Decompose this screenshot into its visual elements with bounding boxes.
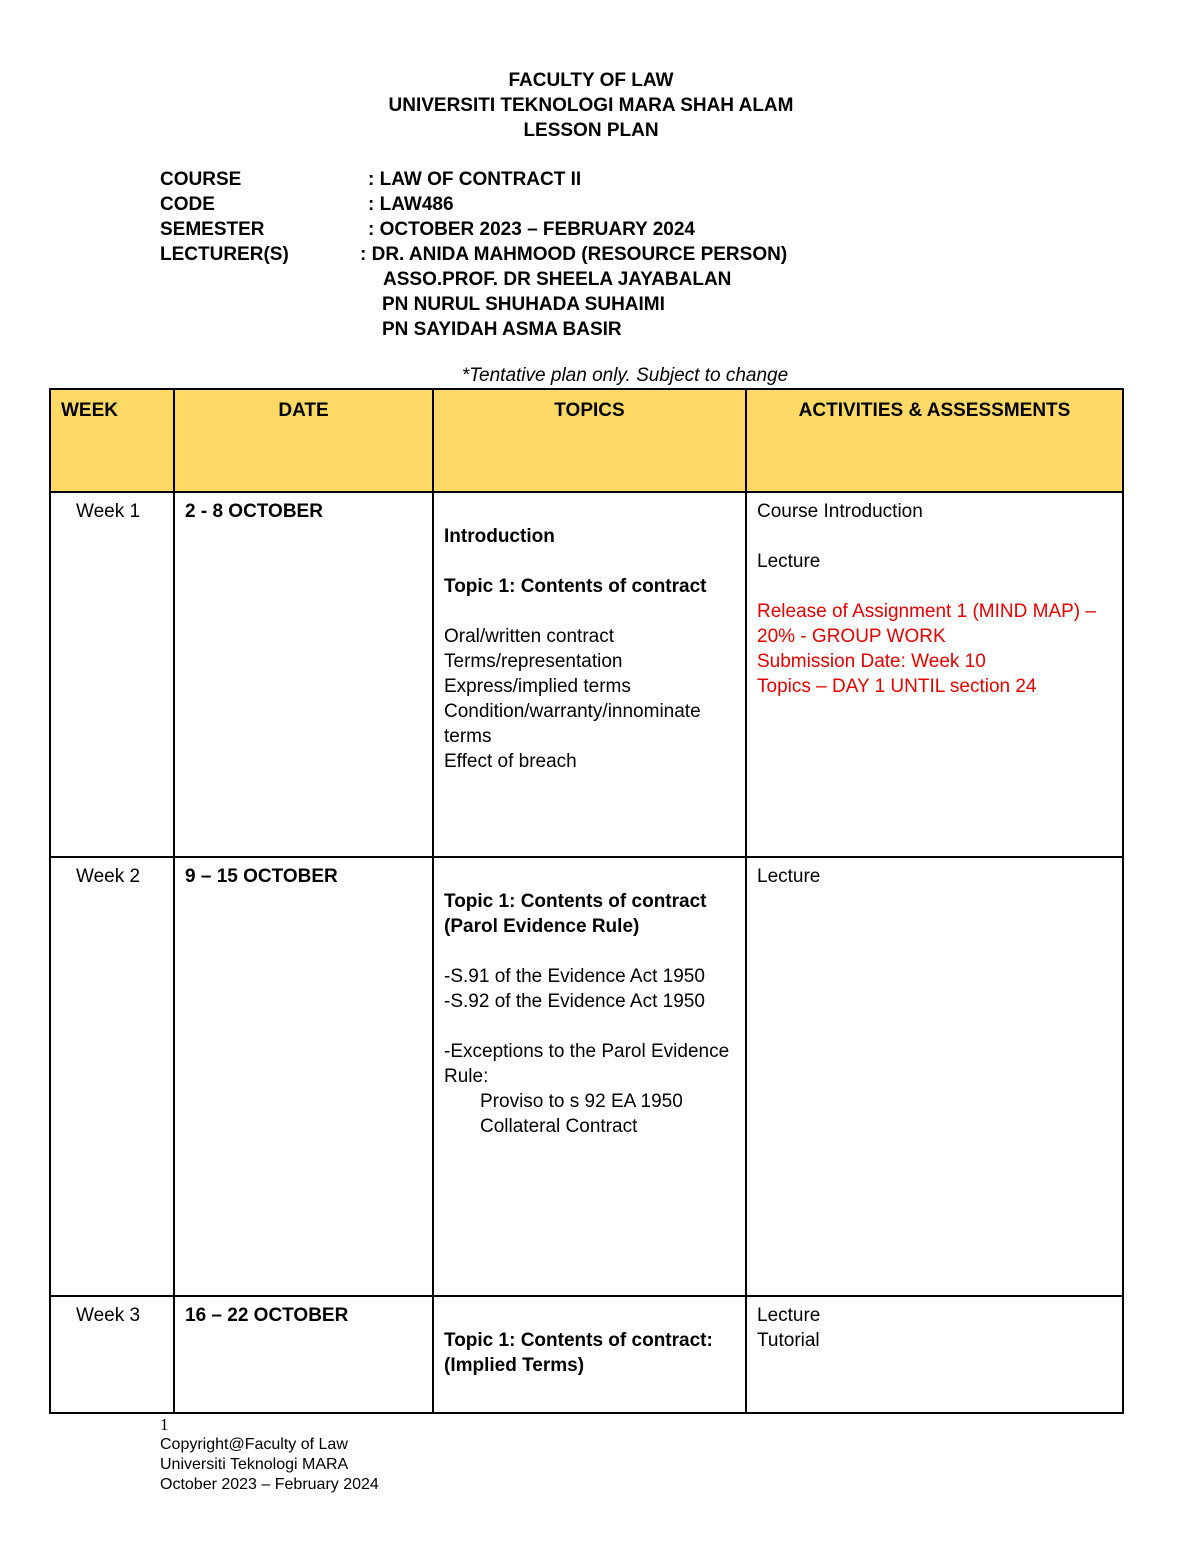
university-title: UNIVERSITI TEKNOLOGI MARA SHAH ALAM: [388, 95, 794, 116]
topic-item: Terms/representation: [444, 651, 623, 672]
date-cell: 9 – 15 OCTOBER: [174, 857, 433, 1296]
header-week: WEEK: [50, 389, 174, 492]
topic-title: Topic 1: Contents of contract (Parol Evidence Rule): [444, 891, 707, 937]
code-label: CODE: [160, 194, 215, 215]
assignment-release: Release of Assignment 1 (MIND MAP) – 20% - GROUP WORK: [757, 601, 1096, 647]
topic-sub-item: Proviso to s 92 EA 1950: [480, 1091, 683, 1112]
topic-item: Condition/warranty/innominate terms: [444, 701, 701, 747]
semester-value: : OCTOBER 2023 – FEBRUARY 2024: [368, 219, 695, 240]
table-header-row: [50, 389, 1123, 492]
topic-title: Topic 1: Contents of contract: (Implied Terms): [444, 1330, 713, 1376]
table-row: [50, 857, 1123, 1296]
activity-item: Lecture: [757, 866, 821, 887]
footer-copyright: Copyright@Faculty of Law: [160, 1436, 348, 1453]
topics-cell: [433, 857, 746, 1296]
topics-cell: [433, 1296, 746, 1413]
topic-item: Effect of breach: [444, 751, 577, 772]
faculty-title: FACULTY OF LAW: [508, 70, 674, 91]
table-row: [50, 1296, 1123, 1413]
topic-item: -S.92 of the Evidence Act 1950: [444, 991, 705, 1012]
table-row: [50, 492, 1123, 857]
activity-item: Lecture: [757, 551, 821, 572]
topic-intro: Introduction: [444, 526, 555, 547]
activities-cell: [746, 857, 1123, 1296]
activity-item: Lecture: [757, 1305, 821, 1326]
week-cell: Week 1: [50, 492, 174, 857]
code-value: : LAW486: [368, 194, 454, 215]
footer-university: Universiti Teknologi MARA: [160, 1456, 349, 1473]
topic-exceptions: -Exceptions to the Parol Evidence Rule:: [444, 1041, 730, 1087]
topic-title: Topic 1: Contents of contract: [444, 576, 707, 597]
activity-item: Tutorial: [757, 1330, 820, 1351]
activities-cell: [746, 492, 1123, 857]
course-label: COURSE: [160, 169, 242, 190]
week-cell: Week 3: [50, 1296, 174, 1413]
week-cell: Week 2: [50, 857, 174, 1296]
document-title: LESSON PLAN: [523, 120, 659, 141]
date-cell: 16 – 22 OCTOBER: [174, 1296, 433, 1413]
assignment-submission: Submission Date: Week 10: [757, 651, 986, 672]
header-topics: TOPICS: [433, 389, 746, 492]
semester-label: SEMESTER: [160, 219, 265, 240]
header-activities: ACTIVITIES & ASSESSMENTS: [746, 389, 1123, 492]
lecturer-3: PN NURUL SHUHADA SUHAIMI: [382, 294, 665, 315]
document-header: [0, 68, 1182, 143]
lecturer-label: LECTURER(S): [160, 244, 289, 265]
page-number: 1: [160, 1415, 169, 1434]
topic-item: Express/implied terms: [444, 676, 631, 697]
lecturer-value: : DR. ANIDA MAHMOOD (RESOURCE PERSON): [360, 244, 788, 265]
topic-item: Oral/written contract: [444, 626, 614, 647]
page-footer: [160, 1415, 379, 1495]
topic-sub-item: Collateral Contract: [480, 1116, 638, 1137]
topics-cell: [433, 492, 746, 857]
footer-semester: October 2023 – February 2024: [160, 1476, 379, 1493]
assignment-topics: Topics – DAY 1 UNTIL section 24: [757, 676, 1037, 697]
lecturer-4: PN SAYIDAH ASMA BASIR: [382, 319, 622, 340]
date-cell: 2 - 8 OCTOBER: [174, 492, 433, 857]
course-value: : LAW OF CONTRACT II: [368, 169, 582, 190]
topic-item: -S.91 of the Evidence Act 1950: [444, 966, 705, 987]
header-date: DATE: [174, 389, 433, 492]
activities-cell: [746, 1296, 1123, 1413]
tentative-note: *Tentative plan only. Subject to change: [461, 365, 789, 386]
activity-item: Course Introduction: [757, 501, 923, 522]
lecturer-2: ASSO.PROF. DR SHEELA JAYABALAN: [383, 269, 732, 290]
lesson-plan-table: [49, 388, 1124, 1414]
